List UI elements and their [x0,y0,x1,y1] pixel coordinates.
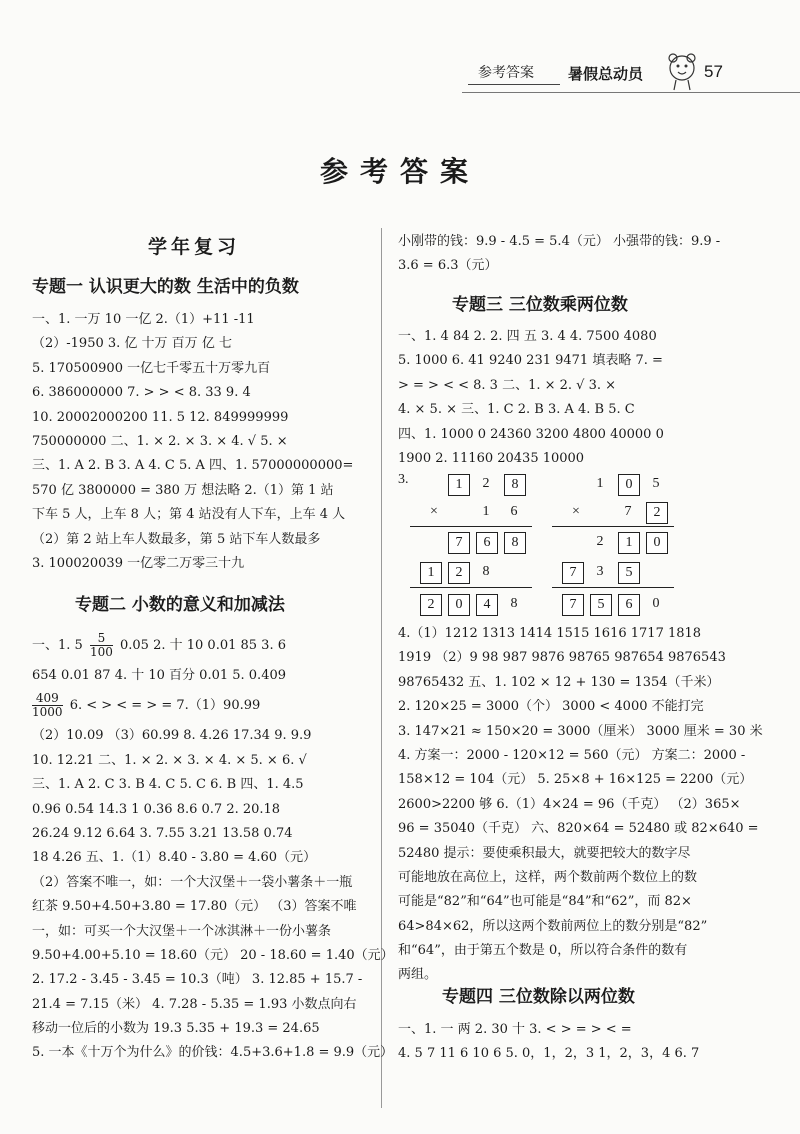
column-divider [381,228,382,1108]
digit: 1 [482,504,490,519]
answer-line: 0.96 0.54 14.3 1 0.36 8.6 0.7 2. 20.18 [32,801,281,817]
answer-line: 98765432 五、1. 102 × 12 + 130 = 1354（千米） [398,674,720,690]
answer-line: 750000000 二、1. × 2. × 3. × 4. √ 5. × [32,433,288,449]
boxed-digit: 2 [448,562,470,584]
answer-line: 一、1. 4 84 2. 2. 四 五 3. 4 4. 7500 4080 [398,329,657,344]
answer-line: 一、1. 一万 10 一亿 2.（1）+11 -11 [32,312,255,327]
answer-line: 一，如：可买一个大汉堡＋一个冰淇淋＋一份小薯条 [32,923,332,939]
fraction-numerator: 409 [32,692,63,706]
answer-line: 654 0.01 87 4. 十 10 百分 0.01 5. 0.409 [32,668,287,683]
header-rule [462,92,800,93]
answer-line: 9.50+4.00+5.10 = 18.60（元） 20 - 18.60 = 1.40（元） [32,947,394,963]
answer-line: 1900 2. 11160 20435 10000 [398,450,585,466]
boxed-digit: 6 [476,532,498,554]
sum-line [552,526,674,527]
intro-answers [398,230,733,279]
digit: 8 [482,564,490,579]
boxed-digit: 0 [618,474,640,496]
answer-line: 三、1. A 2. B 3. A 4. C 5. A 四、1. 57000000000= [32,458,354,474]
page-title: 参考答案 [319,155,480,188]
answer-line: （2）第 2 站上车人数最多，第 5 站下车人数最多 [32,531,321,547]
answer-line: 移动一位后的小数为 19.3 5.35 + 19.3 = 24.65 [32,1021,320,1037]
boxed-digit: 2 [646,502,668,524]
boxed-digit: 7 [562,594,584,616]
topic3-answers-part2 [398,622,763,988]
answer-line: 2. 17.2 - 3.45 - 3.45 = 10.3（吨） 3. 12.85 + 15.7 - [32,972,363,988]
sum-line [410,526,532,527]
answer-line: > = > < < 8. 3 二、1. × 2. √ 3. × [398,377,617,393]
digit: × [572,504,580,519]
digit: 5 [652,476,660,491]
answer-line: 红茶 9.50+4.50+3.80 = 17.80（元） （3）答案不唯 [32,899,357,915]
topic4-answers [398,1018,733,1067]
boxed-digit: 7 [562,562,584,584]
fraction [32,692,63,719]
answer-line: 三、1. A 2. C 3. B 4. C 5. C 6. B 四、1. 4.5 [32,777,304,793]
answer-text: 0.05 2. 十 10 0.01 85 3. 6 [120,638,286,653]
digit: 2 [482,476,490,491]
answer-line: 下车 5 人，上车 8 人；第 4 站没有人下车，上车 4 人 [32,507,346,523]
answer-line: 10. 12.21 二、1. × 2. × 3. × 4. × 5. × 6. √ [32,752,307,768]
page-header [0,0,800,100]
answer-line: （2）答案不唯一，如：一个大汉堡＋一袋小薯条＋一瓶 [32,874,353,890]
answer-line: 52480 提示：要使乘积最大，就要把较大的数字尽 [398,845,691,861]
answer-line: 5. 1000 6. 41 9240 231 9471 填表略 7. = [398,353,663,369]
boxed-digit: 6 [618,594,640,616]
topic3-title: 专题三 三位数乘两位数 [452,295,628,315]
boxed-digit: 4 [476,594,498,616]
answer-line [32,628,372,664]
answer-line: 5. 一本《十万个为什么》的价钱：4.5+3.6+1.8 = 9.9（元） [32,1045,394,1061]
answer-line: 18 4.26 五、1.（1）8.40 - 3.80 = 4.60（元） [32,850,317,866]
answer-line: 4. 5 7 11 6 10 6 5. 0，1，2，3 1，2，3，4 6. 7 [398,1046,700,1062]
answer-line: 570 亿 3800000 = 380 万 想法略 2.（1）第 1 站 [32,482,334,498]
boxed-digit: 8 [504,474,526,496]
answer-line: 4. × 5. × 三、1. C 2. B 3. A 4. B 5. C [398,402,635,418]
answer-line [32,688,372,724]
answer-line: 两组。 [398,967,438,983]
sum-line [410,587,532,588]
topic2-title: 专题二 小数的意义和加减法 [75,595,285,615]
boxed-digit: 0 [646,532,668,554]
answer-line: 158×12 = 104（元） 5. 25×8 + 16×125 = 2200（元） [398,772,753,788]
answer-line: 4. 方案一：2000 - 120×12 = 560（元） 方案二：2000 - [398,747,746,763]
boxed-digit: 7 [448,532,470,554]
boxed-digit: 5 [618,562,640,584]
header-ref-label: 参考答案 [478,65,534,81]
answer-line: 和“64”，由于第五个数是 0，所以符合条件的数有 [398,943,688,959]
answer-line: 3.6 = 6.3（元） [398,258,498,274]
answer-text: 6. < > < = > = 7.（1）90.99 [69,698,261,714]
answer-text: 一、1. 5 [32,638,83,653]
fraction-denominator: 1000 [32,705,63,720]
topic2-answers [32,628,394,1066]
answer-line: 2. 120×25 = 3000（个） 3000 < 4000 不能打完 [398,699,704,715]
fraction [90,632,113,659]
digit: 6 [510,504,518,519]
answer-line: 10. 20002000200 11. 5 12. 849999999 [32,409,289,425]
boxed-digit: 1 [448,474,470,496]
answer-line: 3. 147×21 ≈ 150×20 = 3000（厘米） 3000 厘米 = 30 米 [398,723,763,739]
answer-line: （2）10.09 （3）60.99 8. 4.26 17.34 9. 9.9 [32,728,312,744]
answer-line: 96 = 35040（千克） 六、820×64 = 52480 或 82×640 = [398,821,759,837]
topic4-title: 专题四 三位数除以两位数 [442,987,635,1007]
digit: 3 [596,564,604,579]
answer-line: 小刚带的钱：9.9 - 4.5 = 5.4（元） 小强带的钱：9.9 - [398,234,721,249]
digit: 8 [510,596,518,611]
fraction-denominator: 100 [89,645,113,659]
answer-line: 可能是“82”和“64”也可能是“84”和“62”，而 82× [398,894,692,910]
digit: 0 [652,596,660,611]
answer-line: 四、1. 1000 0 24360 3200 4800 40000 0 [398,426,664,442]
answer-line: 3. 100020039 一亿零二万零三十九 [32,555,245,571]
page-number: 57 [704,62,723,81]
answer-line: 6. 386000000 7. > > < 8. 33 9. 4 [32,385,251,401]
header-book-title: 暑假总动员 [568,65,644,83]
section-title-review: 学年复习 [148,236,241,258]
q3-label: 3. [398,472,409,487]
answer-line: 5. 170500900 一亿七千零五十万零九百 [32,360,271,376]
topic1-title: 专题一 认识更大的数 生活中的负数 [32,277,299,297]
answer-line: 4.（1）1212 1313 1414 1515 1616 1717 1818 [398,626,702,641]
boxed-digit: 8 [504,532,526,554]
answer-line: 64>84×62，所以这两个数前两位上的数分别是“82” [398,918,708,934]
boxed-digit: 1 [618,532,640,554]
digit: 7 [624,504,632,519]
topic3-answers-part1 [398,325,733,471]
boxed-digit: 1 [420,562,442,584]
answer-line: 21.4 = 7.15（米） 4. 7.28 - 5.35 = 1.93 小数点向右 [32,996,357,1012]
answer-line: 26.24 9.12 6.64 3. 7.55 3.21 13.58 0.74 [32,825,293,841]
answer-line: 1919 （2）9 98 987 9876 98765 987654 9876543 [398,650,726,666]
header-ref-underline [468,84,560,85]
mascot-icon [664,52,700,92]
boxed-digit: 0 [448,594,470,616]
digit: × [430,504,438,519]
topic1-answers [32,308,372,576]
answer-line: （2）-1950 3. 亿 十万 百万 亿 七 [32,336,232,352]
digit: 2 [596,534,604,549]
answer-line: 2600>2200 够 6.（1）4×24 = 96（千克） （2）365× [398,796,741,812]
sum-line [552,587,674,588]
fraction-numerator: 5 [90,632,113,646]
boxed-digit: 5 [590,594,612,616]
boxed-digit: 2 [420,594,442,616]
answer-line: 可能地放在高位上，这样，两个数前两个数位上的数 [398,869,698,885]
digit: 1 [596,476,604,491]
answer-line: 一、1. 一 两 2. 30 十 3. < > = > < = [398,1022,632,1037]
